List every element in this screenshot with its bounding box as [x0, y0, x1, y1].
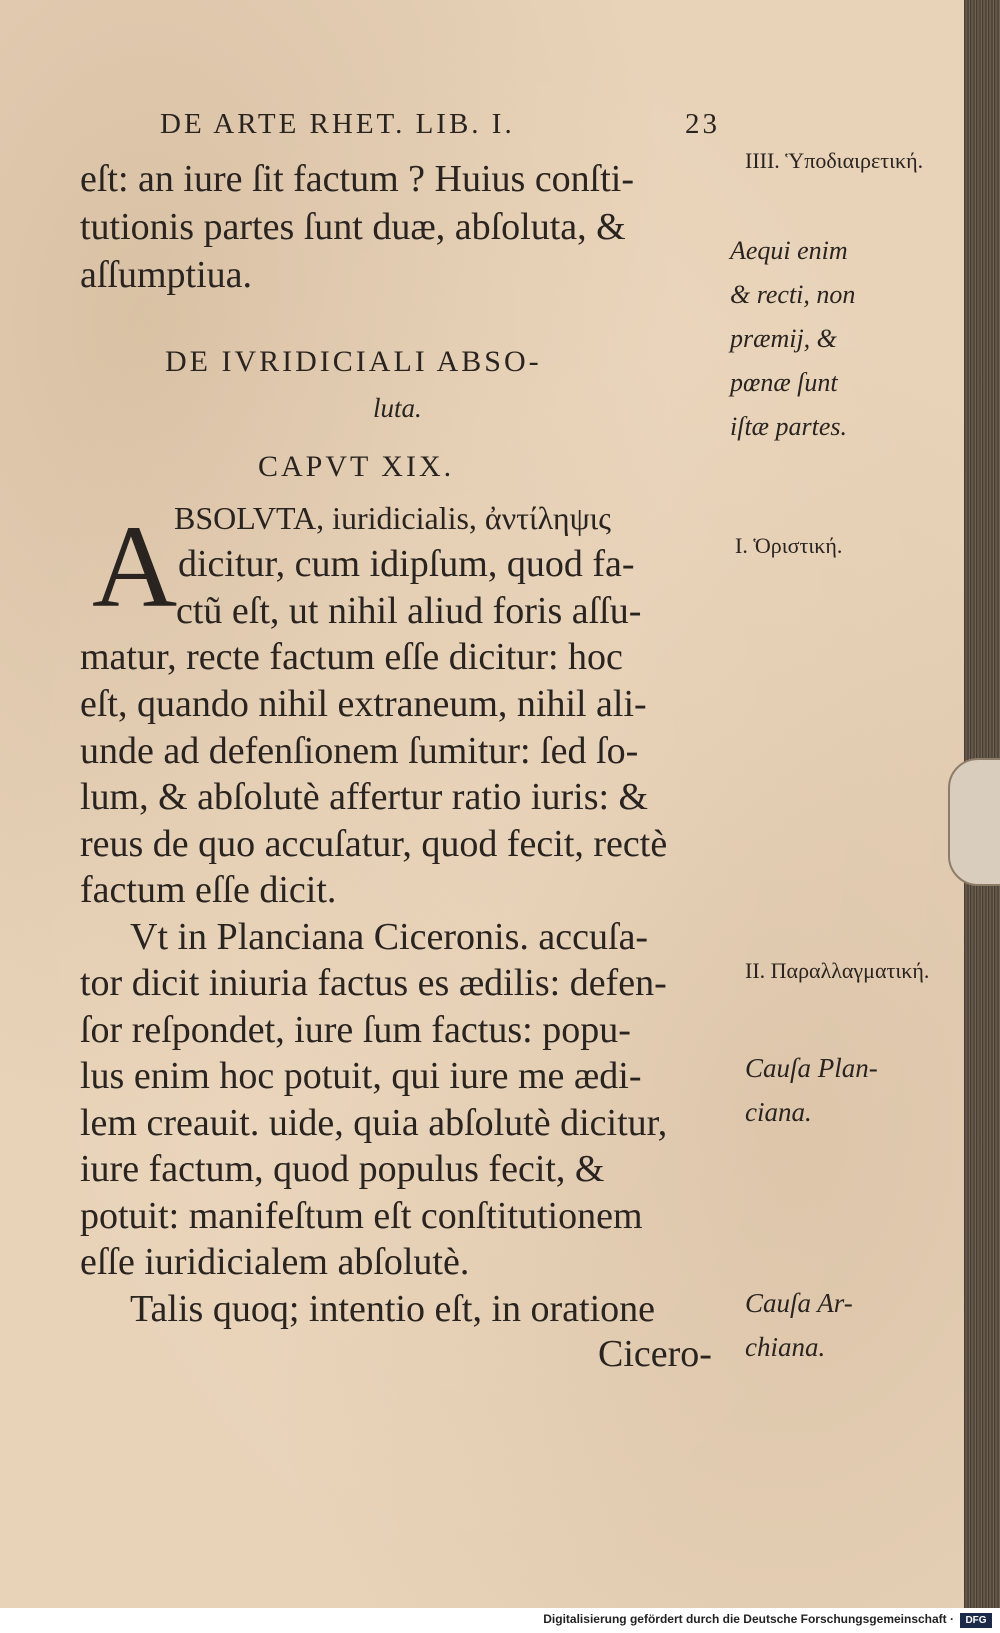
funding-credit: Digitalisierung gefördert durch die Deutsche Forschungsgemeinschaft ·: [543, 1612, 954, 1626]
chapter-line: lum, & abſolutè affertur ratio iuris: &: [80, 776, 649, 818]
drop-capital: A: [92, 501, 178, 632]
margin-note-line: Cauſa Ar-: [745, 1288, 853, 1318]
chapter-line: lus enim hoc potuit, qui iure me ædi-: [80, 1055, 642, 1097]
chapter-line: matur, recte factum eſſe dicitur: hoc: [80, 636, 623, 678]
body-line: tutionis partes ſunt duæ, abſoluta, &: [80, 206, 626, 248]
chapter-line: tor dicit iniuria factus es ædilis: defen-: [80, 962, 667, 1004]
margin-note-line: II. Παραλλαγματική.: [745, 958, 930, 983]
chapter-line: lem creauit. uide, quia abſolutè dicitur,: [80, 1102, 668, 1144]
chapter-line: ctũ eſt, ut nihil aliud foris aſſu-: [176, 590, 642, 632]
margin-note-line: iſtæ partes.: [730, 412, 848, 441]
section-heading: DE IVRIDICIALI ABSO-: [165, 345, 542, 378]
book-clasp: [948, 758, 1000, 886]
chapter-line: unde ad defenſionem ſumitur: ſed ſo-: [80, 730, 639, 772]
dfg-logo-icon: DFG: [960, 1613, 992, 1628]
margin-note-line: chiana.: [745, 1332, 826, 1362]
margin-note-line: Cauſa Plan-: [745, 1053, 878, 1083]
margin-note-line: & recti, non: [730, 280, 856, 309]
chapter-line: Vt in Planciana Ciceronis. accuſa-: [130, 916, 649, 958]
chapter-line: potuit: manifeſtum eſt conſtitutionem: [80, 1195, 643, 1237]
chapter-line: iure factum, quod populus fecit, &: [80, 1148, 605, 1190]
margin-note-line: Aequi enim: [730, 236, 848, 265]
running-header: [160, 108, 720, 141]
chapter-line: factum eſſe dicit.: [80, 869, 337, 911]
body-line: eſt: an iure ſit factum ? Huius conſti-: [80, 158, 635, 200]
catchword: Cicero-: [598, 1333, 712, 1375]
margin-note-line: præmij, &: [730, 324, 837, 353]
chapter-line: dicitur, cum idipſum, quod fa-: [178, 543, 635, 585]
body-line: aſſumptiua.: [80, 254, 253, 296]
margin-note-line: ciana.: [745, 1097, 812, 1127]
chapter-line: eſt, quando nihil extraneum, nihil ali-: [80, 683, 647, 725]
footer-bar: [0, 1610, 1000, 1633]
chapter-line: reus de quo accuſatur, quod fecit, rectè: [80, 823, 668, 865]
chapter-line: ſor reſpondet, iure ſum factus: popu-: [80, 1009, 631, 1051]
running-title: DE ARTE RHET. LIB. I.: [160, 108, 515, 140]
chapter-line: eſſe iuridicialem abſolutè.: [80, 1241, 470, 1283]
margin-note-line: IIII. Ὑποδιαιρετική.: [745, 148, 924, 173]
margin-note-line: pœnæ ſunt: [730, 368, 838, 397]
chapter-line: BSOLVTA, iuridicialis, ἀντίληψις: [174, 500, 611, 536]
section-heading-continued: luta.: [373, 393, 422, 423]
chapter-line: Talis quoq; intentio eſt, in oratione: [130, 1288, 656, 1330]
chapter-heading: CAPVT XIX.: [258, 450, 455, 483]
page-number: 23: [685, 108, 720, 140]
margin-note-line: I. Ὁριστική.: [735, 533, 843, 558]
